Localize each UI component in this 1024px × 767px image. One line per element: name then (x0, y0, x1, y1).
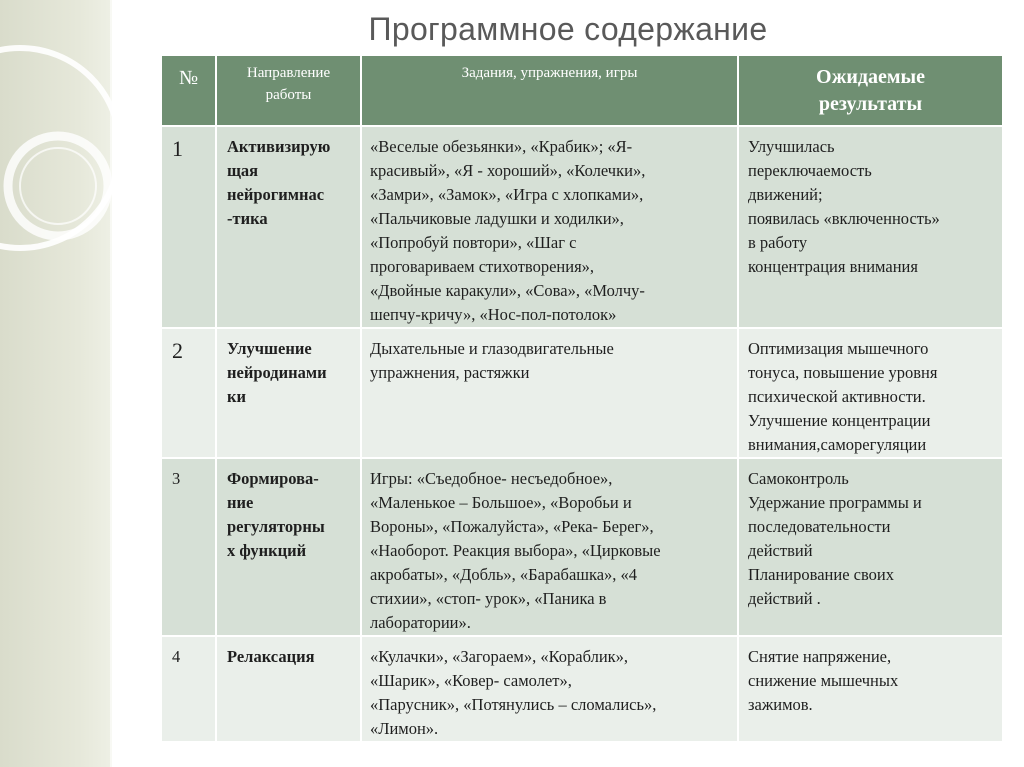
result-line: Оптимизация мышечного (748, 339, 929, 358)
row-results (738, 636, 1003, 742)
table-row (161, 328, 1003, 458)
table-row (161, 636, 1003, 742)
row-number: 3 (161, 458, 216, 636)
result-line: в работу (748, 233, 808, 252)
header-direction-line: работы (265, 87, 312, 103)
task-line: акробаты», «Добль», «Барабашка», «4 (370, 565, 638, 584)
direction-line: ние (227, 493, 254, 512)
header-results-line: результаты (818, 93, 923, 115)
decorative-side-panel (0, 0, 112, 767)
row-results (738, 126, 1003, 328)
row-tasks (361, 328, 738, 458)
direction-line: регуляторны (227, 517, 325, 536)
row-results (738, 328, 1003, 458)
task-line: проговариваем стихотворения», (370, 257, 595, 276)
header-results (738, 55, 1003, 126)
row-tasks (361, 636, 738, 742)
result-line: Снятие напряжение, (748, 647, 892, 666)
direction-line: Улучшение (227, 339, 312, 358)
task-line: «Маленькое – Большое», «Воробьи и (370, 493, 632, 512)
task-line: лаборатории». (370, 613, 471, 632)
result-line: действий . (748, 589, 821, 608)
header-results-line: Ожидаемые (816, 66, 925, 88)
decorative-rings (0, 0, 112, 767)
header-direction (216, 55, 361, 126)
row-tasks (361, 126, 738, 328)
result-line: Планирование своих (748, 565, 894, 584)
result-line: Самоконтроль (748, 469, 849, 488)
row-results (738, 458, 1003, 636)
result-line: снижение мышечных (748, 671, 899, 690)
result-line: психической активности. (748, 387, 926, 406)
task-line: «Шарик», «Ковер- самолет», (370, 671, 572, 690)
result-line: движений; (748, 185, 823, 204)
table-row (161, 458, 1003, 636)
result-line: переключаемость (748, 161, 872, 180)
direction-line: х функций (227, 541, 307, 560)
direction-line: ки (227, 387, 247, 406)
direction-line: Активизирую (227, 137, 331, 156)
result-line: тонуса, повышение уровня (748, 363, 938, 382)
task-line: красивый», «Я - хороший», «Колечки», (370, 161, 646, 180)
row-number: 4 (161, 636, 216, 742)
row-direction (216, 636, 361, 742)
program-table (160, 54, 1004, 743)
direction-line: Релаксация (227, 647, 315, 666)
header-tasks: Задания, упражнения, игры (361, 55, 738, 126)
task-line: «Лимон». (370, 719, 439, 738)
result-line: Улучшилась (748, 137, 835, 156)
result-line: внимания,саморегуляции (748, 435, 927, 454)
task-line: «Веселые обезьянки», «Крабик»; «Я- (370, 137, 633, 156)
row-tasks (361, 458, 738, 636)
table-row (161, 126, 1003, 328)
task-line: «Наоборот. Реакция выбора», «Цирковые (370, 541, 661, 560)
direction-line: нейродинами (227, 363, 327, 382)
row-direction (216, 126, 361, 328)
result-line: Удержание программы и (748, 493, 922, 512)
direction-line: -тика (227, 209, 268, 228)
task-line: «Двойные каракули», «Сова», «Молчу- (370, 281, 645, 300)
direction-line: Формирова- (227, 469, 319, 488)
task-line: «Попробуй повтори», «Шаг с (370, 233, 577, 252)
task-line: «Парусник», «Потянулись – сломались», (370, 695, 657, 714)
table-header-row (161, 55, 1003, 126)
task-line: Вороны», «Пожалуйста», «Река- Берег», (370, 517, 654, 536)
row-direction (216, 458, 361, 636)
task-line: упражнения, растяжки (370, 363, 530, 382)
task-line: Дыхательные и глазодвигательные (370, 339, 614, 358)
task-line: «Пальчиковые ладушки и ходилки», (370, 209, 624, 228)
result-line: концентрация внимания (748, 257, 918, 276)
task-line: стихии», «стоп- урок», «Паника в (370, 589, 607, 608)
result-line: зажимов. (748, 695, 813, 714)
row-number: 1 (161, 126, 216, 328)
task-line: Игры: «Съедобное- несъедобное», (370, 469, 613, 488)
direction-line: щая (227, 161, 259, 180)
row-number: 2 (161, 328, 216, 458)
header-direction-line: Направление (246, 65, 331, 81)
page-title: Программное содержание (368, 11, 768, 47)
task-line: «Замри», «Замок», «Игра с хлопками», (370, 185, 644, 204)
task-line: «Кулачки», «Загораем», «Кораблик», (370, 647, 629, 666)
row-direction (216, 328, 361, 458)
result-line: появилась «включенность» (748, 209, 940, 228)
task-line: шепчу-кричу», «Нос-пол-потолок» (370, 305, 617, 324)
result-line: действий (748, 541, 813, 560)
direction-line: нейрогимнас (227, 185, 325, 204)
result-line: последовательности (748, 517, 891, 536)
header-number: № (161, 55, 216, 126)
result-line: Улучшение концентрации (748, 411, 931, 430)
